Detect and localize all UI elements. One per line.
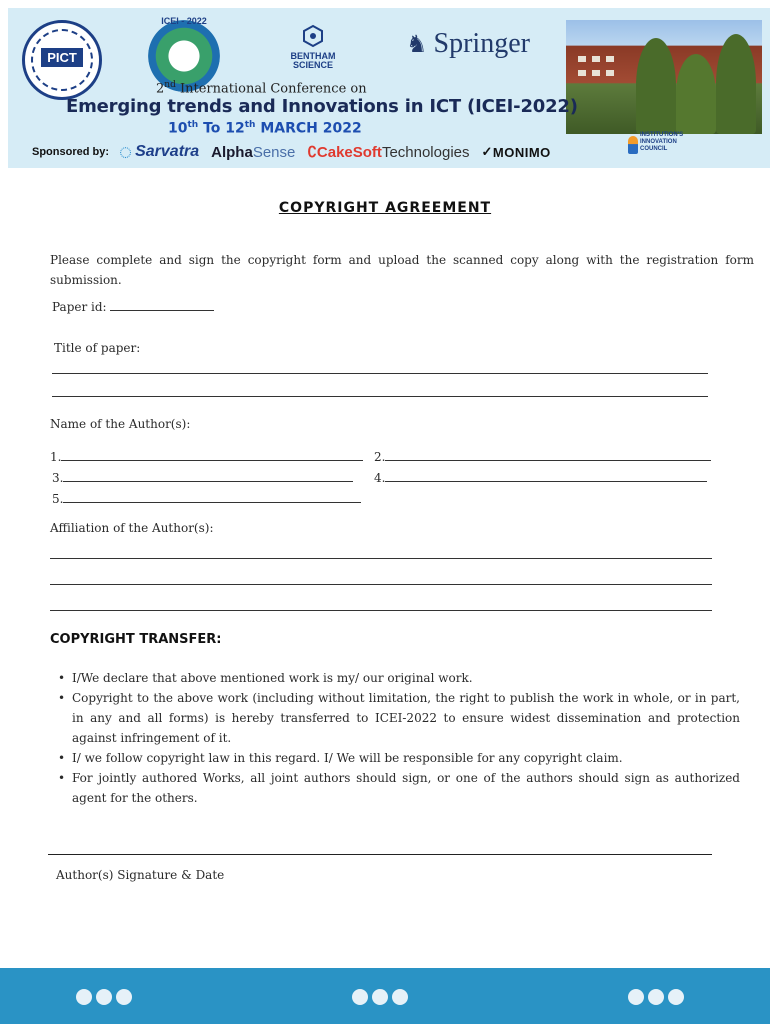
author-1-field[interactable]: 1. xyxy=(50,450,363,464)
bentham-line2: SCIENCE xyxy=(292,60,333,70)
copyright-transfer-heading: COPYRIGHT TRANSFER: xyxy=(50,632,222,647)
title-of-paper-label: Title of paper: xyxy=(54,341,141,355)
conference-banner xyxy=(8,8,770,168)
affiliation-line-2[interactable] xyxy=(50,584,712,585)
declaration-item: • For jointly authored Works, all joint authors should sign, or one of the authors should sign as authorized agent for the others. xyxy=(56,768,740,808)
checkmark-icon: ✓ xyxy=(481,144,493,159)
paper-id-field[interactable] xyxy=(52,300,214,314)
instructions-paragraph: Please complete and sign the copyright form and upload the scanned copy along with the registration form submission. xyxy=(50,253,754,287)
declaration-item: • Copyright to the above work (including without limitation, the right to publish the work in whole, or in part, in any and all forms) is hereby transferred to ICEI-2022 to ensure widest dissemination and protection against infringement of it. xyxy=(56,688,740,748)
paper-id-blank[interactable] xyxy=(110,300,214,311)
bentham-line1: BENTHAM xyxy=(290,51,336,61)
conference-title: Emerging trends and Innovations in ICT (ICEI-2022) xyxy=(66,96,578,117)
footer-dots-center xyxy=(352,989,408,1005)
document-title: COPYRIGHT AGREEMENT xyxy=(278,200,492,216)
title-line-2[interactable] xyxy=(52,396,708,397)
sarvatra-logo: ◌ Sarvatra xyxy=(119,139,200,164)
author-5-field[interactable]: 5. xyxy=(52,492,361,506)
campus-photo xyxy=(566,20,762,134)
chess-knight-icon: ♞ xyxy=(406,31,428,58)
signature-line[interactable] xyxy=(48,854,712,855)
declarations-list xyxy=(56,668,740,808)
springer-logo xyxy=(406,28,530,60)
iic-person-icon xyxy=(628,136,638,154)
conference-dates: 10th To 12th MARCH 2022 xyxy=(168,120,362,137)
monimo-logo: ✓ MONIMO xyxy=(481,144,551,160)
declaration-item: • I/We declare that above mentioned work is my/ our original work. xyxy=(56,668,740,688)
molecule-icon xyxy=(301,24,325,48)
declaration-item: • I/ we follow copyright law in this regard. I/ We will be responsible for any copyright claim. xyxy=(56,748,740,768)
affiliation-line-3[interactable] xyxy=(50,610,712,611)
authors-label: Name of the Author(s): xyxy=(50,417,191,431)
iic-logo: INSTITUTION'S INNOVATION COUNCIL xyxy=(640,132,683,153)
icei-logo-text: ICEI - 2022 xyxy=(161,16,207,26)
alphasense-logo: Alpha Sense xyxy=(211,143,296,161)
author-3-field[interactable]: 3. xyxy=(52,471,353,485)
footer-dots-left xyxy=(76,989,132,1005)
footer-bar xyxy=(0,968,770,1024)
author-4-field[interactable]: 4. xyxy=(374,471,707,485)
signature-label: Author(s) Signature & Date xyxy=(56,868,225,882)
sponsored-by-label: Sponsored by: xyxy=(32,146,110,158)
cakesoft-logo: ∁ CakeSoft Technologies xyxy=(307,143,470,161)
affiliation-label: Affiliation of the Author(s): xyxy=(50,521,214,535)
title-line-1[interactable] xyxy=(52,373,708,374)
pict-logo-text: PICT xyxy=(41,48,83,67)
cake-swirl-icon: ∁ xyxy=(307,144,317,161)
footer-dots-right xyxy=(628,989,684,1005)
conference-edition: 2nd International Conference on xyxy=(156,80,367,97)
author-2-field[interactable]: 2. xyxy=(374,450,711,464)
pict-logo xyxy=(22,20,102,100)
swirl-icon: ◌ xyxy=(119,139,133,164)
affiliation-line-1[interactable] xyxy=(50,558,712,559)
springer-text: Springer xyxy=(433,28,530,59)
paper-id-label: Paper id: xyxy=(52,300,107,314)
bentham-science-logo xyxy=(282,24,344,70)
